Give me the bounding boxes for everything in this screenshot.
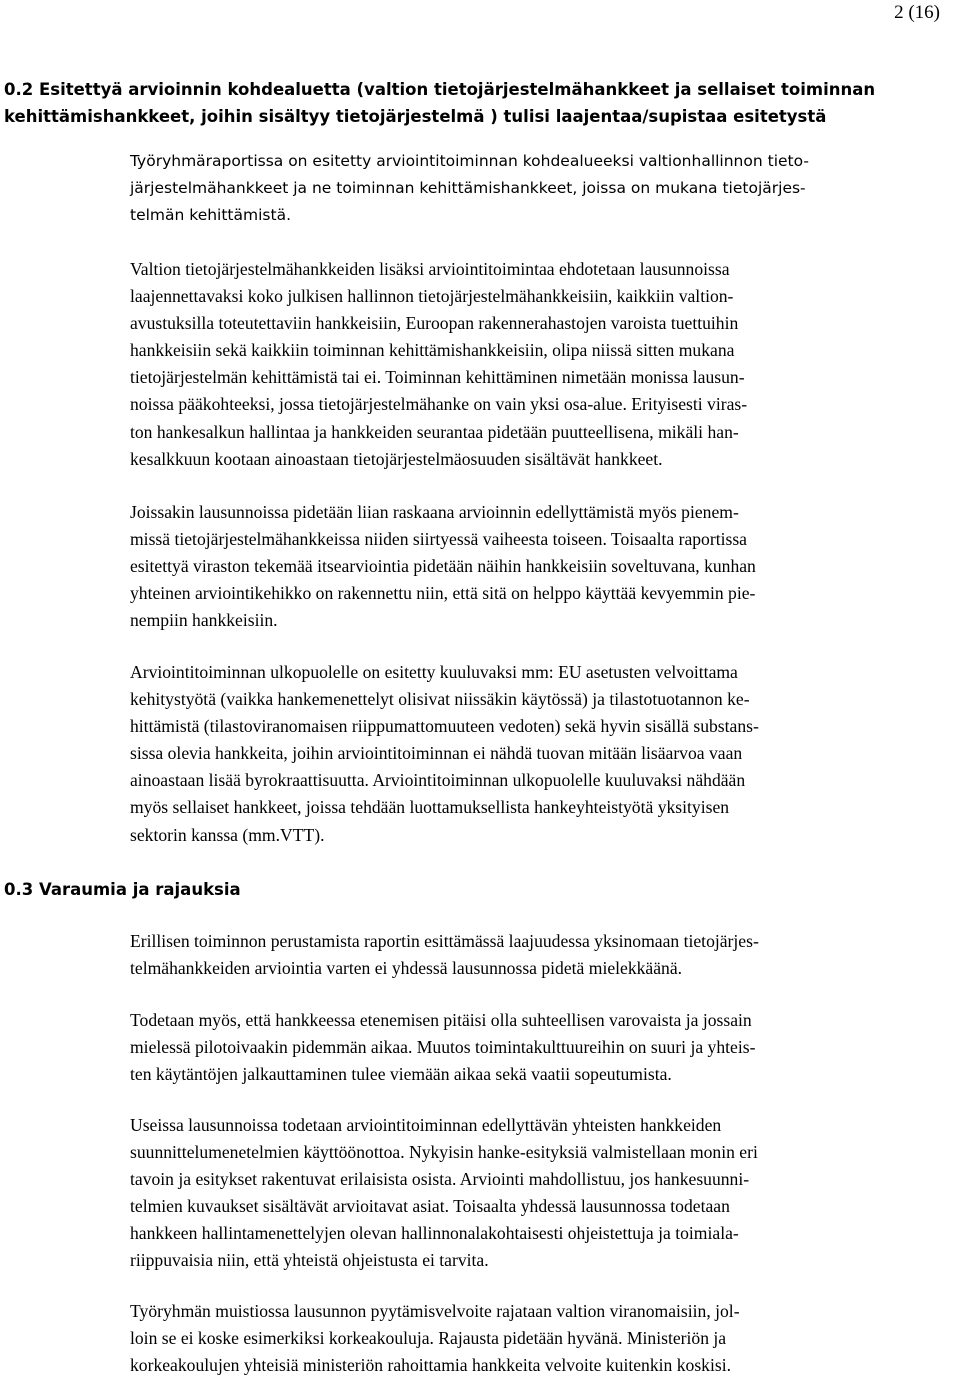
text-line: noissa pääkohteeksi, jossa tietojärjestelmähanke on vain yksi osa-alue. Erityisesti viras- <box>130 394 748 415</box>
text-line: suunnittelumenetelmien käyttöönottoa. Nykyisin hanke-esityksiä valmistellaan monin eri <box>130 1142 758 1163</box>
text-line: korkeakoulujen yhteisiä ministeriön rahoittamia hankkeita velvoite kuitenkin koskisi. <box>130 1355 731 1376</box>
section-heading-0-2 <box>4 76 954 130</box>
text-line: hankkeen hallintamenettelyjen olevan hallinnonalakohtaisesti ohjeistettuja ja toimiala- <box>130 1223 739 1244</box>
paragraph-planning-methods <box>130 1112 960 1275</box>
text-line: tietojärjestelmän kehittämistä tai ei. Toiminnan kehittäminen nimetään monissa lausun- <box>130 367 745 388</box>
text-line: yhteinen arviointikehikko on rakennettu niin, että sitä on helppo käyttää kevyemmin pie- <box>130 583 756 604</box>
text-line: myös sellaiset hankkeet, joissa tehdään luottamuksellista hankeyhteistyötä yksityisen <box>130 797 730 818</box>
text-line: telmähankkeiden arviointia varten ei yhdessä lausunnossa pidetä mielekkäänä. <box>130 958 683 979</box>
text-line: Arviointitoiminnan ulkopuolelle on esitetty kuuluvaksi mm: EU asetusten velvoittama <box>130 662 738 682</box>
text-line: Työryhmän muistiossa lausunnon pyytämisvelvoite rajataan valtion viranomaisiin, jol- <box>130 1301 740 1321</box>
text-line: sektorin kanssa (mm.VTT). <box>130 824 325 845</box>
text-line: kesalkkuun kootaan ainoastaan tietojärjestelmäosuuden sisältävät hankkeet. <box>130 448 663 469</box>
text-line: riippuvaisia niin, että yhteistä ohjeistusta ei tarvita. <box>130 1250 489 1271</box>
heading-line: kehittämishankkeet, joihin sisältyy tietojärjestelmä ) tulisi laajentaa/supistaa esitetystä <box>4 107 827 126</box>
text-line: Joissakin lausunnoissa pidetään liian raskaana arvioinnin edellyttämistä myös pienem- <box>130 502 739 522</box>
text-line: hittämistä (tilastoviranomaisen riippumattomuuteen vedoten) sekä hyvin sisällä substans- <box>130 716 759 737</box>
text-line: esitettyä viraston tekemää itsearviointia pidetään näihin hankkeisiin soveltuvana, kunhan <box>130 556 756 577</box>
text-line: nempiin hankkeisiin. <box>130 610 278 631</box>
text-line: hankkeisiin sekä kaikkiin toiminnan kehittämishankkeisiin, olipa niissä sitten mukana <box>130 340 735 361</box>
paragraph-cautious-progress <box>130 1007 960 1088</box>
text-line: Todetaan myös, että hankkeessa etenemisen pitäisi olla suhteellisen varovaista ja jossain <box>130 1010 752 1030</box>
text-line: telmien kuvaukset sisältävät arvioitavat asiat. Toisaalta yhdessä lausunnossa todetaan <box>130 1196 730 1217</box>
text-line: ton hankesalkun hallintaa ja hankkeiden seurantaa pidetään puutteellisena, mikäli han- <box>130 421 739 442</box>
text-line: Valtion tietojärjestelmähankkeiden lisäksi arviointitoimintaa ehdotetaan lausunnoissa <box>130 259 730 279</box>
text-line: kehitystyötä (vaikka hankemenettelyt olisivat niissäkin käytössä) ja tilastotuotannon ke- <box>130 689 750 710</box>
paragraph-smaller-projects <box>130 499 960 634</box>
text-line: Erillisen toiminnon perustamista raportin esittämässä laajuudessa yksinomaan tietojärjes- <box>130 931 759 951</box>
text-line: Työryhmäraportissa on esitetty arviointitoiminnan kohdealueeksi valtionhallinnon tieto- <box>130 152 809 170</box>
text-line: tavoin ja esitykset rakentuvat erilaisista osista. Arviointi mahdollistuu, jos hankesuunni- <box>130 1169 750 1190</box>
text-line: telmän kehittämistä. <box>130 206 291 224</box>
page-number: 2 (16) <box>894 2 940 23</box>
text-line: sissa olevia hankkeita, joihin arviointitoiminnan ei nähdä tuovan mitään lisäarvoa vaan <box>130 743 743 764</box>
text-line: avustuksilla toteutettaviin hankkeisiin, Euroopan rakennerahastojen varoista tuettuihin <box>130 313 739 334</box>
paragraph-statement-obligation <box>130 1298 960 1379</box>
text-line: ten käytäntöjen jalkauttaminen tulee viemään aikaa sekä vaatii sopeutumista. <box>130 1064 672 1085</box>
text-line: järjestelmähankkeet ja ne toiminnan kehittämishankkeet, joissa on mukana tietojärjes- <box>130 179 806 197</box>
paragraph-separate-function <box>130 928 960 982</box>
paragraph-exclusions <box>130 659 960 849</box>
section-heading-0-3: 0.3 Varaumia ja rajauksia <box>4 880 241 899</box>
text-line: missä tietojärjestelmähankkeissa niiden siirtyessä vaiheesta toiseen. Toisaalta raportissa <box>130 529 747 550</box>
text-line: ainoastaan lisää byrokraattisuutta. Arviointitoiminnan ulkopuolelle kuuluvaksi nähdään <box>130 770 746 791</box>
intro-paragraph <box>130 148 950 229</box>
text-line: loin se ei koske esimerkiksi korkeakouluja. Rajausta pidetään hyvänä. Ministeriön ja <box>130 1328 727 1349</box>
text-line: Useissa lausunnoissa todetaan arviointitoiminnan edellyttävän yhteisten hankkeiden <box>130 1115 722 1135</box>
text-line: mielessä pilotoivaakin pidemmän aikaa. Muutos toimintakulttuureihin on suuri ja yhteis- <box>130 1037 756 1058</box>
heading-line: 0.2 Esitettyä arvioinnin kohdealuetta (valtion tietojärjestelmähankkeet ja sellaiset toiminnan <box>4 80 876 99</box>
paragraph-expansion <box>130 256 960 473</box>
text-line: laajennettavaksi koko julkisen hallinnon tietojärjestelmähankkeisiin, kaikkiin valtion- <box>130 286 734 307</box>
